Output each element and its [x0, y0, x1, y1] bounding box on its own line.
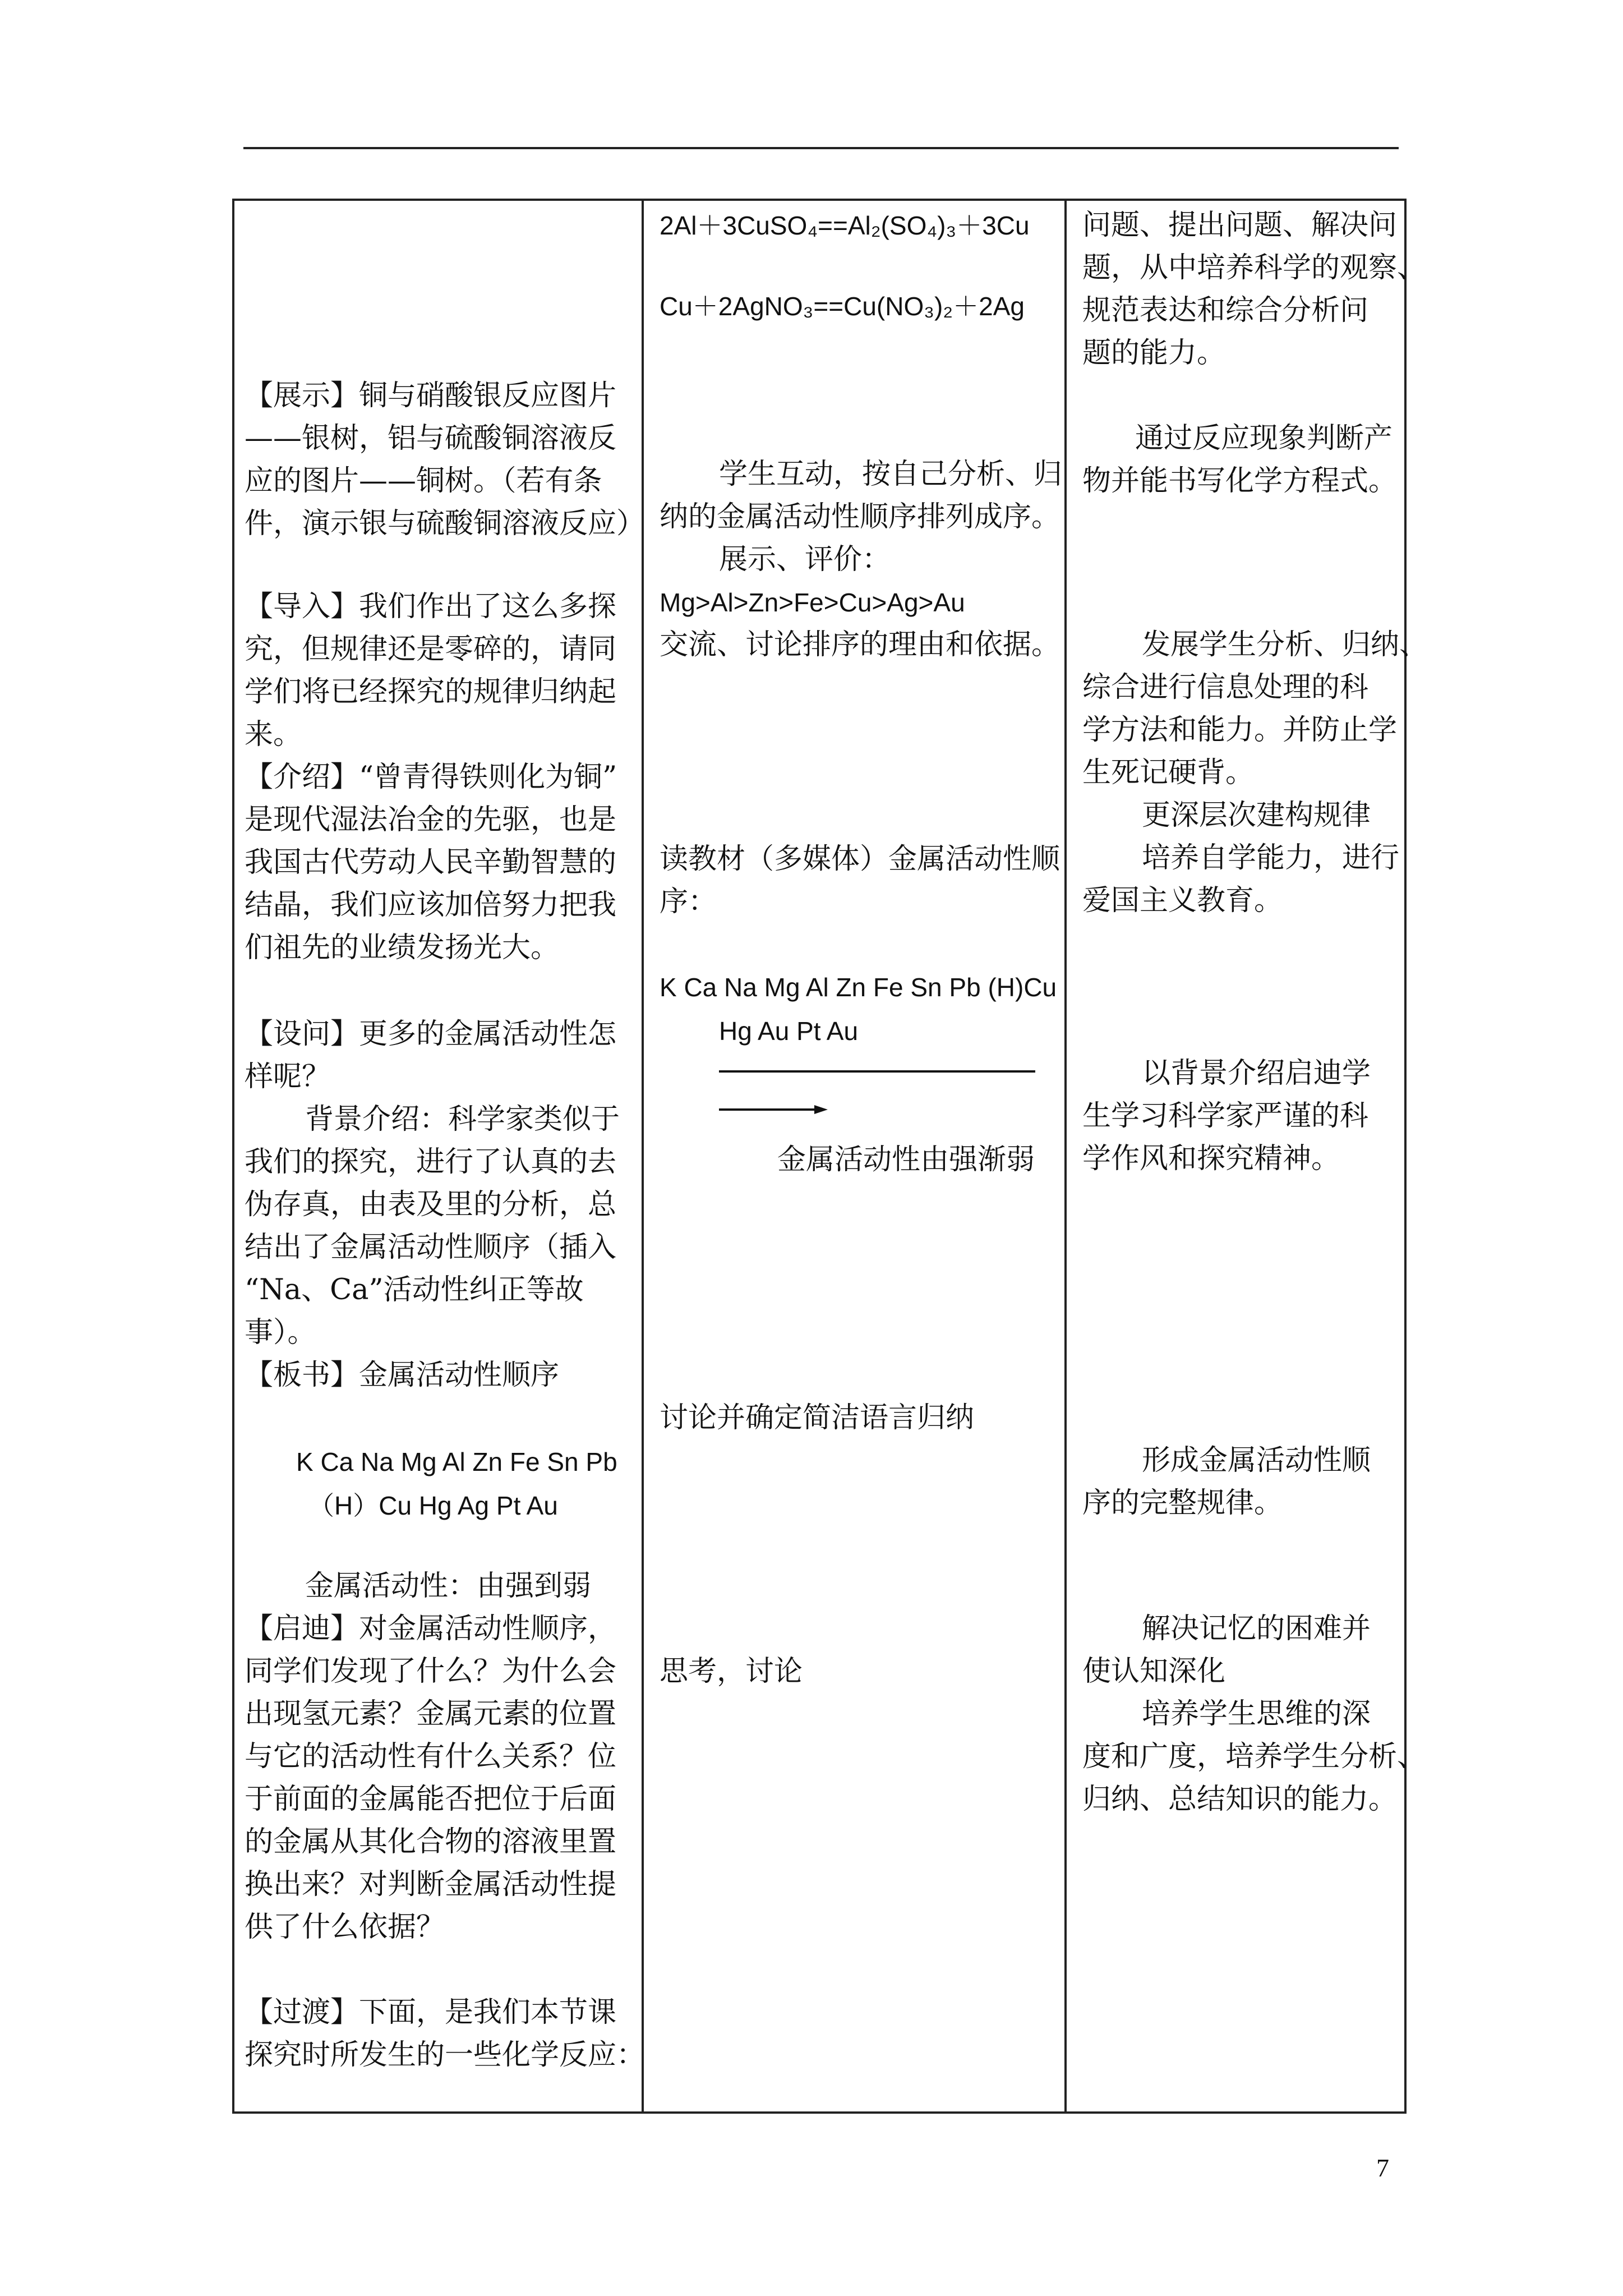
text-line: 伪存真，由表及里的分析，总: [245, 1188, 617, 1221]
text-line: 使认知深化: [1082, 1655, 1226, 1688]
text-line: 题，从中培养科学的观察、: [1082, 251, 1426, 284]
text-line: 我国古代劳动人民辛勤智慧的: [245, 846, 617, 879]
text-line: 的金属从其化合物的溶液里置: [245, 1825, 617, 1858]
text-line: 培养自学能力，进行: [1142, 841, 1400, 875]
text-line: 我们的探究，进行了认真的去: [245, 1145, 617, 1179]
text-line: 【启迪】对金属活动性顺序，: [245, 1612, 617, 1645]
text-line: 金属活动性：由强到弱: [305, 1570, 592, 1603]
text-line: 生死记硬背。: [1082, 756, 1255, 789]
text-line: 是现代湿法冶金的先驱，也是: [245, 803, 617, 836]
text-line: 更深层次建构规律: [1142, 799, 1371, 832]
text-line: 结出了金属活动性顺序（插入: [245, 1231, 617, 1264]
arrow-right-icon: [718, 1103, 830, 1116]
text-line: 结晶，我们应该加倍努力把我: [245, 889, 617, 922]
text-line: 以背景介绍启迪学: [1142, 1057, 1371, 1090]
text-line: 度和广度，培养学生分析、: [1082, 1740, 1426, 1773]
metal-series-line: K Ca Na Mg Al Zn Fe Sn Pb (H)Cu: [660, 973, 1057, 1002]
text-line: 序的完整规律。: [1082, 1487, 1283, 1520]
text-line: 物并能书写化学方程式。: [1082, 464, 1398, 498]
text-line: 爱国主义教育。: [1082, 884, 1283, 917]
text-line: “Na、Ca”活动性纠正等故: [245, 1273, 584, 1306]
text-line: 于前面的金属能否把位于后面: [245, 1783, 617, 1816]
text-line: 与它的活动性有什么关系？位: [245, 1740, 617, 1773]
text-line: 同学们发现了什么？为什么会: [245, 1655, 617, 1688]
text-line: 发展学生分析、归纳、: [1142, 628, 1428, 661]
page-number: 7: [1376, 2154, 1389, 2182]
text-line: 序：: [660, 885, 717, 918]
text-line: 通过反应现象判断产: [1135, 422, 1393, 455]
header-rule: [243, 147, 1399, 149]
text-line: 学作风和探究精神。: [1082, 1142, 1340, 1175]
text-line: 【过渡】下面，是我们本节课: [245, 1996, 617, 2029]
text-line: 学们将已经探究的规律归纳起: [245, 675, 617, 708]
text-line: 供了什么依据？: [245, 1911, 445, 1944]
text-line: 【展示】铜与硝酸银反应图片: [245, 379, 617, 412]
metal-series-line: K Ca Na Mg Al Zn Fe Sn Pb: [296, 1447, 617, 1476]
text-line: 来。: [245, 718, 302, 751]
text-line: 规范表达和综合分析问: [1082, 294, 1369, 327]
chemical-equation: 2Al＋3CuSO₄==Al₂(SO₄)₃＋3Cu: [660, 211, 1030, 240]
activity-order: Mg>Al>Zn>Fe>Cu>Ag>Au: [660, 588, 965, 617]
series-underline: [719, 1070, 1035, 1073]
text-line: 交流、讨论排序的理由和依据。: [660, 628, 1061, 661]
text-line: 学方法和能力。并防止学: [1082, 714, 1398, 747]
text-line: 生学习科学家严谨的科: [1082, 1099, 1369, 1133]
text-line: 综合进行信息处理的科: [1082, 671, 1369, 704]
text-line: 【导入】我们作出了这么多探: [245, 590, 617, 623]
text-line: 背景介绍：科学家类似于: [305, 1103, 620, 1136]
column-divider-1: [642, 199, 644, 2114]
text-line: 换出来？对判断金属活动性提: [245, 1868, 617, 1901]
text-line: 归纳、总结知识的能力。: [1082, 1783, 1398, 1816]
text-line: 们祖先的业绩发扬光大。: [245, 931, 560, 964]
text-line: 出现氢元素？金属元素的位置: [245, 1697, 617, 1731]
text-line: 事）。: [245, 1316, 316, 1349]
text-line: 解决记忆的困难并: [1142, 1612, 1371, 1645]
text-line: 【设问】更多的金属活动性怎: [245, 1018, 617, 1051]
text-line: 【介绍】“曾青得铁则化为铜”: [245, 761, 617, 794]
text-line: 【板书】金属活动性顺序: [245, 1359, 560, 1392]
column-divider-2: [1064, 199, 1067, 2114]
text-line: 讨论并确定简洁语言归纳: [660, 1401, 975, 1434]
arrow-caption: 金属活动性由强渐弱: [777, 1143, 1035, 1176]
text-line: 探究时所发生的一些化学反应：: [245, 2039, 645, 2072]
chemical-equation: Cu＋2AgNO₃==Cu(NO₃)₂＋2Ag: [660, 292, 1025, 321]
text-line: 究，但规律还是零碎的，请同: [245, 633, 617, 666]
text-line: 件，演示银与硫酸铜溶液反应）: [245, 507, 645, 540]
text-line: 思考，讨论: [660, 1655, 803, 1688]
text-line: 学生互动，按自己分析、归: [719, 458, 1063, 491]
text-line: 应的图片——铜树。（若有条: [245, 464, 602, 498]
text-line: 题的能力。: [1082, 337, 1226, 370]
text-line: ——银树，铝与硫酸铜溶液反: [245, 422, 617, 455]
text-line: 读教材（多媒体）金属活动性顺: [660, 843, 1061, 876]
text-line: 纳的金属活动性顺序排列成序。: [660, 500, 1061, 533]
text-line: 展示、评价：: [719, 543, 891, 576]
text-line: 培养学生思维的深: [1142, 1697, 1371, 1731]
metal-series-line: Hg Au Pt Au: [719, 1016, 859, 1046]
text-line: 样呢？: [245, 1060, 331, 1093]
text-line: 形成金属活动性顺: [1142, 1444, 1371, 1477]
metal-series-line: （H）Cu Hg Ag Pt Au: [308, 1491, 558, 1520]
text-line: 问题、提出问题、解决问: [1082, 209, 1398, 242]
